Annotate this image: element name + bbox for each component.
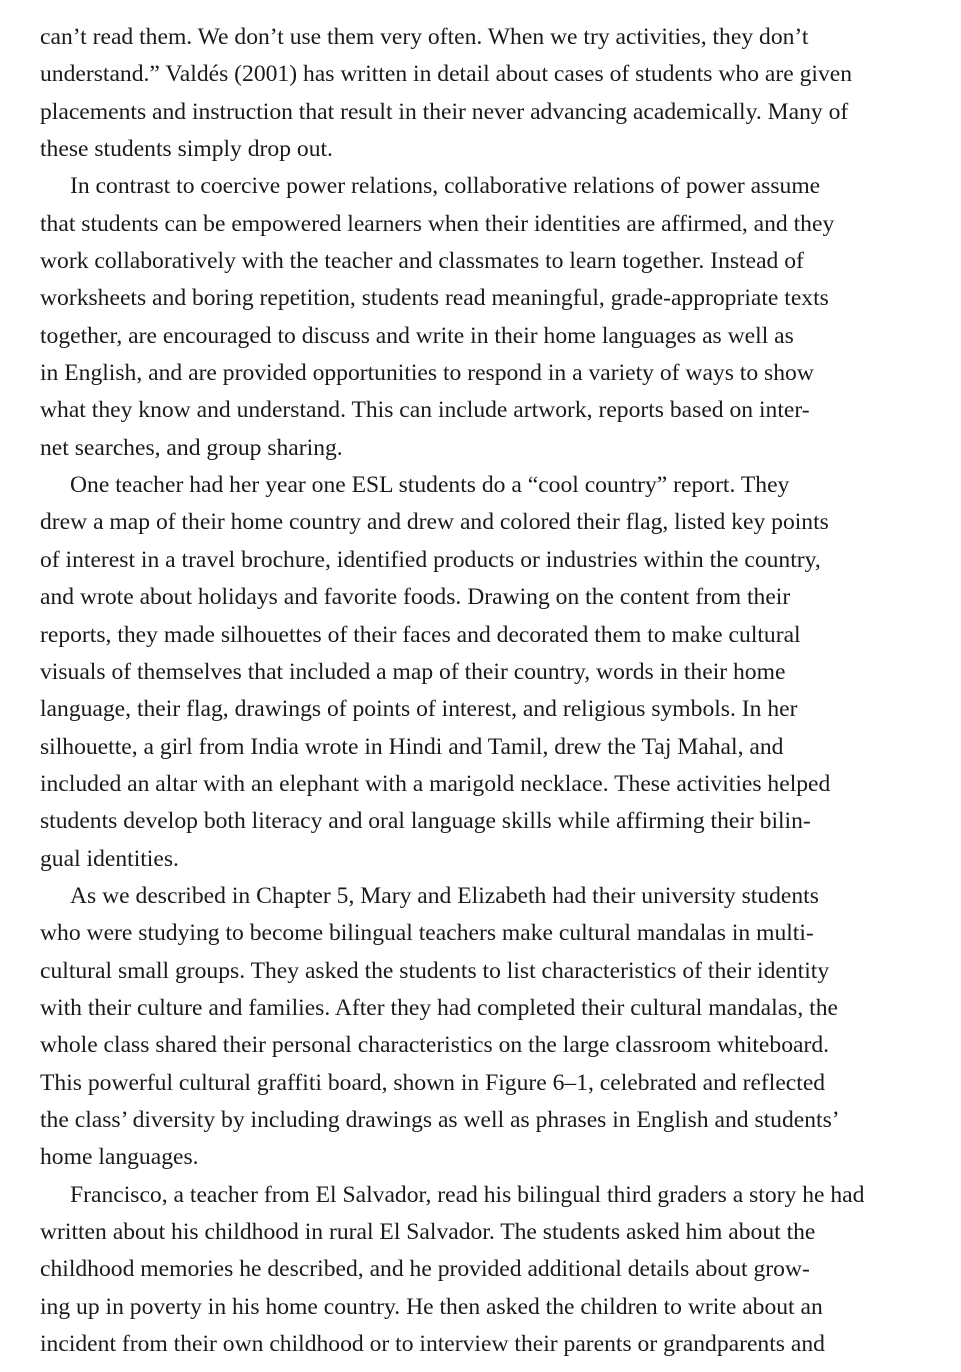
- text-line: placements and instruction that result in their never advancing academically. Many of: [40, 98, 849, 125]
- text-line: cultural small groups. They asked the students to list characteristics of their identity: [40, 957, 830, 984]
- text-line: drew a map of their home country and drew and colored their flag, listed key points: [40, 509, 829, 536]
- text-line: of interest in a travel brochure, identified products or industries within the country,: [40, 546, 821, 573]
- text-line: these students simply drop out.: [40, 136, 333, 163]
- text-line: students develop both literacy and oral language skills while affirming their bilin-: [40, 808, 811, 835]
- text-line: gual identities.: [40, 845, 179, 872]
- text-line: net searches, and group sharing.: [40, 434, 343, 461]
- text-line: home languages.: [40, 1144, 199, 1171]
- text-line: silhouette, a girl from India wrote in Hindi and Tamil, drew the Taj Mahal, and: [40, 733, 784, 760]
- text-line: This powerful cultural graffiti board, shown in Figure 6–1, celebrated and reflected: [40, 1069, 826, 1096]
- text-line: incident from their own childhood or to interview their parents or grandparents and: [40, 1331, 825, 1358]
- text-line: included an altar with an elephant with a marigold necklace. These activities helped: [40, 770, 831, 797]
- text-line: work collaboratively with the teacher and classmates to learn together. Instead of: [40, 248, 804, 275]
- paragraph: [40, 878, 940, 1177]
- text-line: childhood memories he described, and he provided additional details about grow-: [40, 1256, 810, 1283]
- text-line: the class’ diversity by including drawings as well as phrases in English and students’: [40, 1106, 840, 1133]
- text-line: whole class shared their personal characteristics on the large classroom whiteboard.: [40, 1032, 830, 1059]
- text-line: with their culture and families. After they had completed their cultural mandalas, the: [40, 994, 838, 1021]
- text-line: Francisco, a teacher from El Salvador, read his bilingual third graders a story he had: [70, 1181, 865, 1208]
- text-line: that students can be empowered learners when their identities are affirmed, and they: [40, 210, 835, 237]
- text-line: can’t read them. We don’t use them very often. When we try activities, they don’t: [40, 24, 809, 50]
- text-line: what they know and understand. This can include artwork, reports based on inter-: [40, 397, 810, 424]
- text-line: As we described in Chapter 5, Mary and Elizabeth had their university students: [70, 882, 819, 909]
- text-line: who were studying to become bilingual teachers make cultural mandalas in multi-: [40, 920, 814, 947]
- text-line: visuals of themselves that included a map of their country, words in their home: [40, 658, 786, 685]
- text-line: reports, they made silhouettes of their faces and decorated them to make cultural: [40, 621, 801, 648]
- text-line: and wrote about holidays and favorite foods. Drawing on the content from their: [40, 584, 791, 611]
- paragraph: [40, 467, 940, 878]
- text-line: together, are encouraged to discuss and write in their home languages as well as: [40, 322, 794, 349]
- text-line: worksheets and boring repetition, students read meaningful, grade-appropriate texts: [40, 285, 829, 312]
- text-line: written about his childhood in rural El Salvador. The students asked him about the: [40, 1219, 816, 1245]
- paragraph: [40, 1177, 940, 1364]
- text-line: in English, and are provided opportunities to respond in a variety of ways to show: [40, 360, 814, 387]
- page-text: [40, 19, 940, 1363]
- text-line: In contrast to coercive power relations, collaborative relations of power assume: [70, 173, 821, 200]
- paragraph: [40, 19, 940, 168]
- text-line: ing up in poverty in his home country. He then asked the children to write about an: [40, 1293, 823, 1320]
- paragraph: [40, 168, 940, 467]
- text-line: One teacher had her year one ESL students do a “cool country” report. They: [70, 472, 790, 499]
- text-line: language, their flag, drawings of points of interest, and religious symbols. In her: [40, 696, 798, 723]
- text-line: understand.” Valdés (2001) has written in detail about cases of students who are given: [40, 61, 853, 88]
